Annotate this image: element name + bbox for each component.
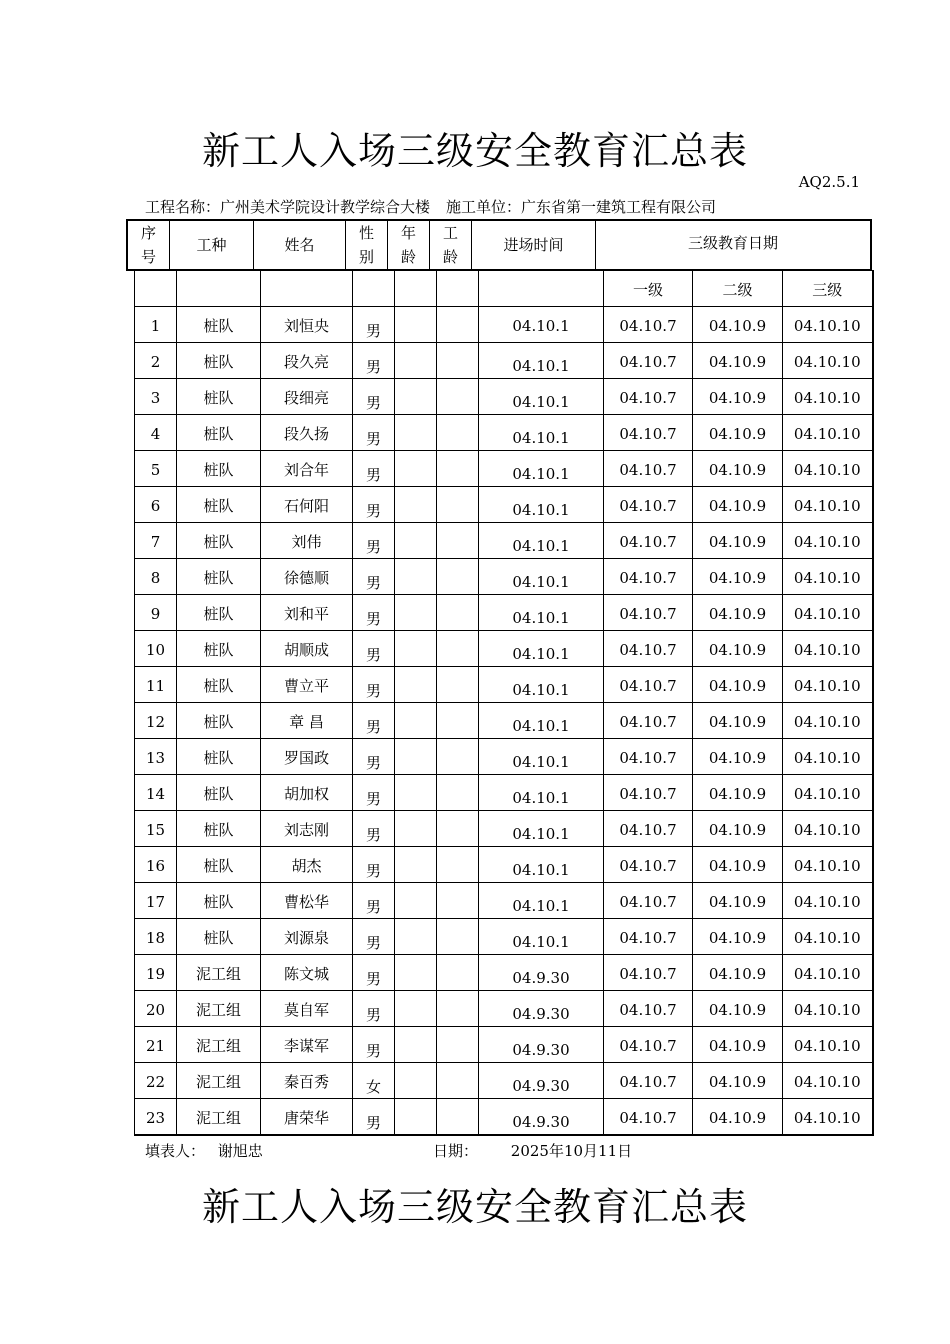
cell-seq: 10 (135, 631, 177, 667)
cell-age (395, 955, 437, 991)
table-row (135, 955, 873, 991)
cell-name: 段细亮 (261, 379, 353, 415)
header-level2: 二级 (693, 271, 783, 307)
subheader-row (135, 271, 873, 307)
cell-gender: 男 (353, 631, 395, 667)
cell-level1: 04.10.7 (604, 811, 693, 847)
cell-work-years (437, 991, 479, 1027)
cell-trade: 桩队 (177, 487, 261, 523)
cell-entry-time: 04.10.1 (479, 739, 604, 775)
cell-age (395, 1099, 437, 1135)
cell-trade: 桩队 (177, 775, 261, 811)
cell-seq: 14 (135, 775, 177, 811)
page-title: 新工人入场三级安全教育汇总表 (201, 129, 748, 173)
cell-entry-time: 04.10.1 (479, 451, 604, 487)
cell-seq: 11 (135, 667, 177, 703)
cell-seq: 1 (135, 307, 177, 343)
cell-seq: 15 (135, 811, 177, 847)
cell-gender: 男 (353, 523, 395, 559)
header-level1: 一级 (604, 271, 693, 307)
cell-gender: 男 (353, 811, 395, 847)
cell-name: 刘志刚 (261, 811, 353, 847)
cell-age (395, 811, 437, 847)
filler-label: 填表人： (145, 1142, 206, 1160)
cell-name: 刘恒央 (261, 307, 353, 343)
table-row (135, 307, 873, 343)
cell-entry-time: 04.10.1 (479, 703, 604, 739)
header-work-years: 工 龄 (430, 221, 472, 269)
cell-level2: 04.10.9 (693, 703, 783, 739)
cell-seq: 21 (135, 1027, 177, 1063)
cell-level2: 04.10.9 (693, 451, 783, 487)
cell-entry-time: 04.9.30 (479, 1063, 604, 1099)
cell-level3: 04.10.10 (783, 1063, 873, 1099)
cell-level2: 04.10.9 (693, 343, 783, 379)
cell-trade: 桩队 (177, 883, 261, 919)
header-level3: 三级 (783, 271, 873, 307)
cell-age (395, 307, 437, 343)
cell-seq: 23 (135, 1099, 177, 1135)
cell-work-years (437, 1027, 479, 1063)
cell-level3: 04.10.10 (783, 847, 873, 883)
cell-level1: 04.10.7 (604, 667, 693, 703)
cell-seq: 5 (135, 451, 177, 487)
cell-level1: 04.10.7 (604, 703, 693, 739)
cell-trade: 泥工组 (177, 1027, 261, 1063)
cell-name: 章 昌 (261, 703, 353, 739)
cell-age (395, 559, 437, 595)
table-row (135, 379, 873, 415)
cell-seq: 19 (135, 955, 177, 991)
cell-level1: 04.10.7 (604, 991, 693, 1027)
cell-age (395, 991, 437, 1027)
cell-level2: 04.10.9 (693, 667, 783, 703)
cell-level1: 04.10.7 (604, 523, 693, 559)
cell-work-years (437, 487, 479, 523)
cell-gender: 男 (353, 1027, 395, 1063)
cell-gender: 男 (353, 343, 395, 379)
cell-seq: 20 (135, 991, 177, 1027)
cell-work-years (437, 955, 479, 991)
cell-level1: 04.10.7 (604, 883, 693, 919)
cell-gender: 男 (353, 991, 395, 1027)
cell-trade: 桩队 (177, 703, 261, 739)
cell-trade: 桩队 (177, 307, 261, 343)
cell-seq: 2 (135, 343, 177, 379)
cell-work-years (437, 919, 479, 955)
cell-gender: 男 (353, 667, 395, 703)
table-row (135, 1099, 873, 1135)
cell-trade: 桩队 (177, 415, 261, 451)
cell-level2: 04.10.9 (693, 1099, 783, 1135)
cell-age (395, 415, 437, 451)
cell-level2: 04.10.9 (693, 307, 783, 343)
cell-level1: 04.10.7 (604, 307, 693, 343)
cell-name: 胡顺成 (261, 631, 353, 667)
cell-age (395, 451, 437, 487)
cell-name: 李谋军 (261, 1027, 353, 1063)
cell-name: 唐荣华 (261, 1099, 353, 1135)
cell-level3: 04.10.10 (783, 307, 873, 343)
cell-level1: 04.10.7 (604, 487, 693, 523)
table-row (135, 523, 873, 559)
cell-level2: 04.10.9 (693, 739, 783, 775)
cell-trade: 泥工组 (177, 955, 261, 991)
cell-name: 陈文城 (261, 955, 353, 991)
cell-level3: 04.10.10 (783, 955, 873, 991)
cell-trade: 桩队 (177, 595, 261, 631)
filler (145, 1140, 263, 1161)
cell-work-years (437, 415, 479, 451)
cell-level3: 04.10.10 (783, 919, 873, 955)
cell-level2: 04.10.9 (693, 1063, 783, 1099)
cell-level1: 04.10.7 (604, 1027, 693, 1063)
cell-entry-time: 04.10.1 (479, 559, 604, 595)
table-row (135, 919, 873, 955)
education-table (134, 270, 874, 1136)
cell-work-years (437, 379, 479, 415)
cell-work-years (437, 595, 479, 631)
cell-level1: 04.10.7 (604, 559, 693, 595)
cell-work-years (437, 631, 479, 667)
cell-level1: 04.10.7 (604, 955, 693, 991)
table-row (135, 775, 873, 811)
cell-name: 莫自军 (261, 991, 353, 1027)
cell-work-years (437, 703, 479, 739)
cell-name: 刘源泉 (261, 919, 353, 955)
table-row (135, 1063, 873, 1099)
cell-level3: 04.10.10 (783, 739, 873, 775)
cell-seq: 12 (135, 703, 177, 739)
cell-level3: 04.10.10 (783, 991, 873, 1027)
cell-work-years (437, 739, 479, 775)
cell-name: 罗国政 (261, 739, 353, 775)
cell-name: 刘和平 (261, 595, 353, 631)
cell-level3: 04.10.10 (783, 1027, 873, 1063)
cell-seq: 7 (135, 523, 177, 559)
cell-seq: 3 (135, 379, 177, 415)
cell-age (395, 883, 437, 919)
table-row (135, 559, 873, 595)
cell-level1: 04.10.7 (604, 343, 693, 379)
page-title-repeat: 新工人入场三级安全教育汇总表 (201, 1185, 748, 1229)
filler-name: 谢旭忠 (217, 1142, 263, 1160)
cell-level1: 04.10.7 (604, 379, 693, 415)
cell-trade: 桩队 (177, 451, 261, 487)
cell-level3: 04.10.10 (783, 343, 873, 379)
cell-gender: 男 (353, 775, 395, 811)
cell-level2: 04.10.9 (693, 811, 783, 847)
cell-seq: 16 (135, 847, 177, 883)
cell-level1: 04.10.7 (604, 631, 693, 667)
cell-seq: 13 (135, 739, 177, 775)
cell-gender: 男 (353, 307, 395, 343)
cell-gender: 男 (353, 1099, 395, 1135)
cell-name: 徐德顺 (261, 559, 353, 595)
cell-level1: 04.10.7 (604, 595, 693, 631)
cell-level2: 04.10.9 (693, 775, 783, 811)
cell-level3: 04.10.10 (783, 487, 873, 523)
table-row (135, 991, 873, 1027)
cell-age (395, 595, 437, 631)
cell-level3: 04.10.10 (783, 595, 873, 631)
cell-trade: 桩队 (177, 631, 261, 667)
cell-level2: 04.10.9 (693, 1027, 783, 1063)
document-code: AQ2.5.1 (798, 173, 860, 191)
cell-entry-time: 04.10.1 (479, 379, 604, 415)
cell-entry-time: 04.9.30 (479, 991, 604, 1027)
cell-entry-time: 04.10.1 (479, 667, 604, 703)
cell-trade: 桩队 (177, 379, 261, 415)
cell-age (395, 739, 437, 775)
cell-level2: 04.10.9 (693, 595, 783, 631)
cell-level3: 04.10.10 (783, 415, 873, 451)
cell-entry-time: 04.9.30 (479, 955, 604, 991)
fill-date (433, 1140, 632, 1161)
table-header (126, 219, 872, 271)
header-age: 年 龄 (388, 221, 430, 269)
cell-age (395, 847, 437, 883)
table-row (135, 811, 873, 847)
header-seq: 序 号 (128, 221, 170, 269)
cell-gender: 男 (353, 739, 395, 775)
table-row (135, 739, 873, 775)
project-name: 工程名称：广州美术学院设计教学综合大楼 (145, 198, 431, 216)
cell-level3: 04.10.10 (783, 631, 873, 667)
cell-level3: 04.10.10 (783, 559, 873, 595)
cell-gender: 男 (353, 919, 395, 955)
cell-seq: 17 (135, 883, 177, 919)
cell-gender: 男 (353, 379, 395, 415)
cell-gender: 男 (353, 415, 395, 451)
cell-gender: 男 (353, 595, 395, 631)
table-row (135, 631, 873, 667)
cell-entry-time: 04.10.1 (479, 307, 604, 343)
cell-level1: 04.10.7 (604, 739, 693, 775)
cell-age (395, 703, 437, 739)
cell-gender: 男 (353, 703, 395, 739)
cell-name: 曹松华 (261, 883, 353, 919)
cell-level2: 04.10.9 (693, 415, 783, 451)
cell-level3: 04.10.10 (783, 775, 873, 811)
cell-trade: 桩队 (177, 523, 261, 559)
cell-entry-time: 04.10.1 (479, 847, 604, 883)
cell-level2: 04.10.9 (693, 919, 783, 955)
cell-level3: 04.10.10 (783, 451, 873, 487)
cell-level3: 04.10.10 (783, 811, 873, 847)
cell-work-years (437, 1063, 479, 1099)
cell-seq: 8 (135, 559, 177, 595)
cell-entry-time: 04.10.1 (479, 523, 604, 559)
cell-level2: 04.10.9 (693, 523, 783, 559)
cell-entry-time: 04.10.1 (479, 595, 604, 631)
cell-entry-time: 04.10.1 (479, 343, 604, 379)
cell-level1: 04.10.7 (604, 451, 693, 487)
cell-seq: 4 (135, 415, 177, 451)
cell-level2: 04.10.9 (693, 991, 783, 1027)
cell-entry-time: 04.9.30 (479, 1027, 604, 1063)
cell-name: 曹立平 (261, 667, 353, 703)
cell-name: 胡加权 (261, 775, 353, 811)
header-gender: 性 别 (346, 221, 388, 269)
cell-work-years (437, 811, 479, 847)
table-row (135, 1027, 873, 1063)
cell-seq: 22 (135, 1063, 177, 1099)
cell-gender: 男 (353, 883, 395, 919)
cell-level3: 04.10.10 (783, 379, 873, 415)
table-row (135, 883, 873, 919)
cell-level1: 04.10.7 (604, 847, 693, 883)
header-name: 姓名 (254, 221, 346, 269)
cell-name: 刘合年 (261, 451, 353, 487)
cell-trade: 泥工组 (177, 1099, 261, 1135)
cell-work-years (437, 775, 479, 811)
table-row (135, 703, 873, 739)
table-row (135, 451, 873, 487)
cell-trade: 桩队 (177, 811, 261, 847)
cell-entry-time: 04.10.1 (479, 415, 604, 451)
cell-entry-time: 04.10.1 (479, 487, 604, 523)
cell-entry-time: 04.10.1 (479, 811, 604, 847)
cell-name: 胡杰 (261, 847, 353, 883)
cell-level3: 04.10.10 (783, 667, 873, 703)
cell-level1: 04.10.7 (604, 919, 693, 955)
cell-level2: 04.10.9 (693, 955, 783, 991)
cell-entry-time: 04.10.1 (479, 775, 604, 811)
cell-level2: 04.10.9 (693, 379, 783, 415)
table-row (135, 487, 873, 523)
cell-level2: 04.10.9 (693, 631, 783, 667)
cell-trade: 泥工组 (177, 1063, 261, 1099)
date-value: 2025年10月11日 (510, 1142, 633, 1160)
cell-name: 段久亮 (261, 343, 353, 379)
table-row (135, 667, 873, 703)
date-label: 日期： (433, 1142, 479, 1160)
header-edu-dates: 三级教育日期 (687, 234, 778, 252)
cell-age (395, 487, 437, 523)
cell-work-years (437, 307, 479, 343)
cell-trade: 桩队 (177, 667, 261, 703)
cell-age (395, 1063, 437, 1099)
cell-age (395, 919, 437, 955)
cell-level1: 04.10.7 (604, 1063, 693, 1099)
cell-work-years (437, 1099, 479, 1135)
cell-age (395, 343, 437, 379)
cell-name: 刘伟 (261, 523, 353, 559)
cell-trade: 桩队 (177, 343, 261, 379)
cell-level3: 04.10.10 (783, 883, 873, 919)
cell-gender: 女 (353, 1063, 395, 1099)
cell-entry-time: 04.9.30 (479, 1099, 604, 1135)
cell-level2: 04.10.9 (693, 559, 783, 595)
cell-work-years (437, 883, 479, 919)
cell-gender: 男 (353, 559, 395, 595)
cell-name: 石何阳 (261, 487, 353, 523)
cell-age (395, 379, 437, 415)
cell-trade: 泥工组 (177, 991, 261, 1027)
cell-work-years (437, 451, 479, 487)
cell-seq: 6 (135, 487, 177, 523)
project-info (145, 196, 732, 217)
cell-trade: 桩队 (177, 919, 261, 955)
table-row (135, 847, 873, 883)
cell-level1: 04.10.7 (604, 415, 693, 451)
cell-level2: 04.10.9 (693, 487, 783, 523)
cell-entry-time: 04.10.1 (479, 919, 604, 955)
cell-trade: 桩队 (177, 739, 261, 775)
cell-age (395, 631, 437, 667)
cell-name: 秦百秀 (261, 1063, 353, 1099)
cell-work-years (437, 559, 479, 595)
contractor-name: 施工单位：广东省第一建筑工程有限公司 (446, 198, 717, 216)
cell-level3: 04.10.10 (783, 523, 873, 559)
header-trade: 工种 (170, 221, 254, 269)
cell-age (395, 523, 437, 559)
cell-gender: 男 (353, 487, 395, 523)
cell-work-years (437, 523, 479, 559)
cell-trade: 桩队 (177, 559, 261, 595)
cell-seq: 18 (135, 919, 177, 955)
header-entry-time: 进场时间 (472, 221, 596, 269)
cell-entry-time: 04.10.1 (479, 883, 604, 919)
cell-level2: 04.10.9 (693, 883, 783, 919)
table-row (135, 595, 873, 631)
cell-gender: 男 (353, 451, 395, 487)
cell-age (395, 667, 437, 703)
cell-gender: 男 (353, 847, 395, 883)
cell-age (395, 775, 437, 811)
cell-level2: 04.10.9 (693, 847, 783, 883)
cell-level3: 04.10.10 (783, 1099, 873, 1135)
cell-level1: 04.10.7 (604, 775, 693, 811)
table-row (135, 343, 873, 379)
table-row (135, 415, 873, 451)
cell-seq: 9 (135, 595, 177, 631)
cell-gender: 男 (353, 955, 395, 991)
cell-work-years (437, 847, 479, 883)
cell-work-years (437, 343, 479, 379)
cell-work-years (437, 667, 479, 703)
cell-entry-time: 04.10.1 (479, 631, 604, 667)
cell-name: 段久扬 (261, 415, 353, 451)
cell-age (395, 1027, 437, 1063)
cell-level1: 04.10.7 (604, 1099, 693, 1135)
cell-level3: 04.10.10 (783, 703, 873, 739)
cell-trade: 桩队 (177, 847, 261, 883)
